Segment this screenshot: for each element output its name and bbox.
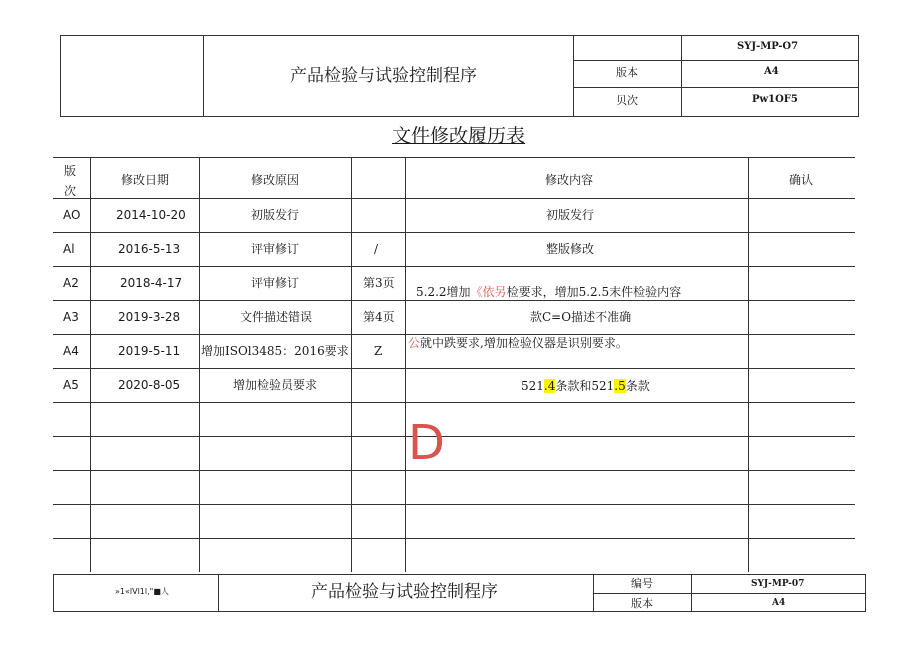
history-title: 文件修改履历表 (392, 125, 526, 147)
row-content-highlight: .5 (614, 379, 626, 393)
footer-left-text: »1«lVl1l,"■人 (115, 587, 169, 596)
row-page: 第4页 (363, 310, 395, 324)
footer-version-label: 版本 (631, 597, 653, 610)
row-reason: 评审修订 (251, 242, 300, 256)
row-reason: 初版发行 (251, 208, 300, 222)
row-date: 2014-10-20 (116, 208, 186, 222)
row-page: 第3页 (363, 276, 395, 290)
col-header-date: 修改日期 (121, 173, 170, 187)
footer-code-label: 编号 (631, 577, 653, 590)
header-page-value: Pw1OF5 (752, 94, 798, 105)
row-reason: 增加ISOl3485：2016要求 (201, 344, 349, 358)
row-content (408, 337, 628, 349)
row-content-part: 《依另 (470, 285, 507, 299)
col-header-reason: 修改原因 (251, 173, 300, 187)
row-reason: 评审修订 (251, 276, 300, 290)
row-content (521, 380, 650, 392)
row-version: A5 (63, 378, 79, 392)
footer-title: 产品检验与试验控制程序 (311, 582, 498, 602)
row-reason: 文件描述错误 (240, 310, 313, 324)
footer-version-value: A4 (772, 598, 786, 608)
col-header-content: 修改内容 (545, 173, 594, 187)
row-date: 2019-5-11 (118, 344, 181, 358)
header-doc-code: SYJ-MP-O7 (737, 41, 799, 52)
row-date: 2016-5-13 (118, 242, 181, 256)
row-content-part: 就中跌要求,增加检验仪器是识别要求。 (420, 336, 628, 350)
row-version: Al (63, 242, 75, 256)
row-content-part: 条款 (625, 379, 650, 393)
footer-code-value: SYJ-MP-07 (751, 579, 805, 589)
row-content: 款C=O描述不准确 (530, 310, 632, 324)
row-page: / (374, 242, 379, 256)
col-header-confirm: 确认 (789, 173, 814, 187)
row-content-part: 条款和521 (555, 379, 615, 393)
row-content (416, 286, 681, 298)
header-page-label: 贝次 (616, 94, 638, 107)
row-version: A3 (63, 310, 79, 324)
row-page: Z (374, 344, 383, 358)
row-content-highlight: .4 (543, 379, 556, 393)
header-title: 产品检验与试验控制程序 (290, 66, 477, 86)
stamp-mark: D (408, 415, 445, 471)
row-content-part: 检要求，增加5.2.5末件检验内容 (506, 285, 682, 299)
row-content: 整版修改 (546, 242, 595, 256)
header-version-value: A4 (764, 66, 779, 77)
header-version-label: 版本 (616, 66, 638, 79)
row-content-part: 公 (408, 336, 421, 350)
row-date: 2018-4-17 (120, 276, 183, 290)
row-version: A2 (63, 276, 79, 290)
row-content-part: 521 (521, 379, 544, 393)
row-reason: 增加检验员要求 (233, 378, 318, 392)
row-version: A4 (63, 344, 79, 358)
row-version: AO (63, 208, 81, 222)
row-date: 2020-8-05 (118, 378, 181, 392)
col-header-version: 版次 (64, 164, 77, 198)
row-content-part: 5.2.2增加 (416, 285, 471, 299)
row-content: 初版发行 (546, 208, 595, 222)
row-date: 2019-3-28 (118, 310, 181, 324)
stamp-mark-clip (404, 415, 464, 471)
